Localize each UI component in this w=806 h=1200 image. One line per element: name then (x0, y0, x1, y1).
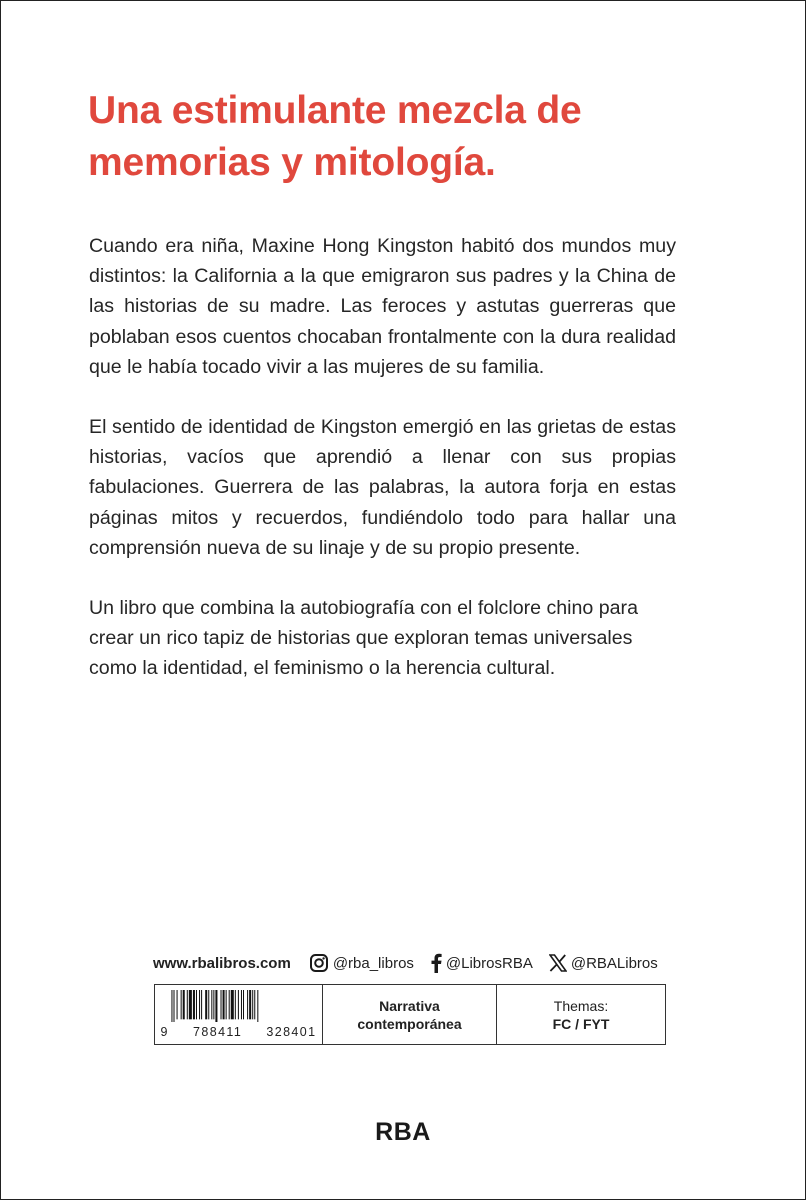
headline-line-2: memorias y mitología. (88, 141, 496, 184)
barcode-bar (240, 990, 241, 1019)
facebook-link[interactable] (430, 953, 533, 973)
facebook-handle: @LibrosRBA (445, 954, 533, 972)
barcode-bar (186, 990, 187, 1019)
instagram-link[interactable] (309, 953, 414, 973)
synopsis-paragraph-3: Un libro que combina la autobiografía con el folclore chino para crear un rico tapiz de historias que exploran temas universales como la identidad, el feminismo o la herencia cultural. (89, 597, 638, 680)
barcode-digits (161, 1023, 317, 1041)
barcode-bars (161, 990, 317, 1022)
barcode-digit-group-3: 328401 (266, 1025, 317, 1039)
genre-line-1: Narrativa (379, 997, 440, 1014)
website-link[interactable]: www.rbalibros.com (153, 954, 291, 972)
barcode-bar (171, 990, 172, 1022)
barcode-bar (247, 990, 248, 1019)
barcode-bar (234, 990, 235, 1019)
themes-cell (497, 985, 665, 1044)
barcode-bar (228, 990, 229, 1019)
barcode-bar (243, 990, 244, 1019)
barcode-bar (208, 990, 209, 1019)
x-handle: @RBALibros (570, 954, 658, 972)
barcode-bar (176, 990, 177, 1019)
synopsis (89, 231, 676, 714)
social-links (153, 949, 673, 977)
themes-label: Themas: (553, 997, 609, 1014)
barcode-bar (230, 990, 233, 1019)
barcode-bar (211, 990, 212, 1019)
instagram-handle: @rba_libros (332, 954, 414, 972)
barcode-bar (199, 990, 200, 1019)
info-box (154, 984, 666, 1045)
themes-codes: FC / FYT (552, 1015, 610, 1032)
barcode-bar (201, 990, 202, 1019)
barcode-bar (173, 990, 174, 1022)
barcode-digit-group-2: 788411 (193, 1025, 243, 1039)
barcode-digit-group-1: 9 (160, 1025, 169, 1039)
barcode-bar (180, 990, 181, 1019)
instagram-icon (309, 953, 329, 973)
headline-line-1: Una estimulante mezcla de (88, 89, 582, 132)
barcode-bar (252, 990, 253, 1019)
headline (88, 85, 728, 189)
barcode-bar (237, 990, 238, 1019)
x-icon (549, 954, 567, 972)
synopsis-paragraph-2: El sentido de identidad de Kingston emergió en las grietas de estas historias, vacíos que aprendió a llenar con sus propias fabulaciones. Guerrera de las palabras, la autora forja en estas páginas mitos y recuerdos, fundiéndolo todo para hallar una comprensión nueva de su linaje y de su propio presente. (89, 416, 676, 559)
barcode-bar (220, 990, 221, 1019)
synopsis-paragraph-1: Cuando era niña, Maxine Hong Kingston habitó dos mundos muy distintos: la California a la que emigraron sus padres y la China de las historias de su madre. Las feroces y astutas guerreras que poblaban esos cuentos chocaban frontalmente con la dura realidad que le había tocado vivir a las mujeres de su familia. (89, 235, 676, 378)
barcode-bar (213, 990, 214, 1019)
barcode-bar (205, 990, 207, 1019)
barcode-bar (182, 990, 184, 1019)
genre-line-2: contemporánea (357, 1015, 462, 1032)
barcode-bar (222, 990, 224, 1019)
barcode-bar (225, 990, 226, 1019)
x-link[interactable] (549, 954, 658, 972)
barcode-bar (195, 990, 196, 1019)
facebook-icon (430, 953, 442, 973)
barcode-bar (188, 990, 191, 1019)
genre-cell (323, 985, 497, 1044)
barcode-bar (215, 990, 217, 1022)
publisher-logo: RBA (375, 1118, 431, 1146)
barcode (155, 985, 323, 1044)
barcode-bar (192, 990, 194, 1019)
barcode-bar (249, 990, 251, 1019)
barcode-bar (257, 990, 258, 1022)
barcode-bar (254, 990, 255, 1019)
